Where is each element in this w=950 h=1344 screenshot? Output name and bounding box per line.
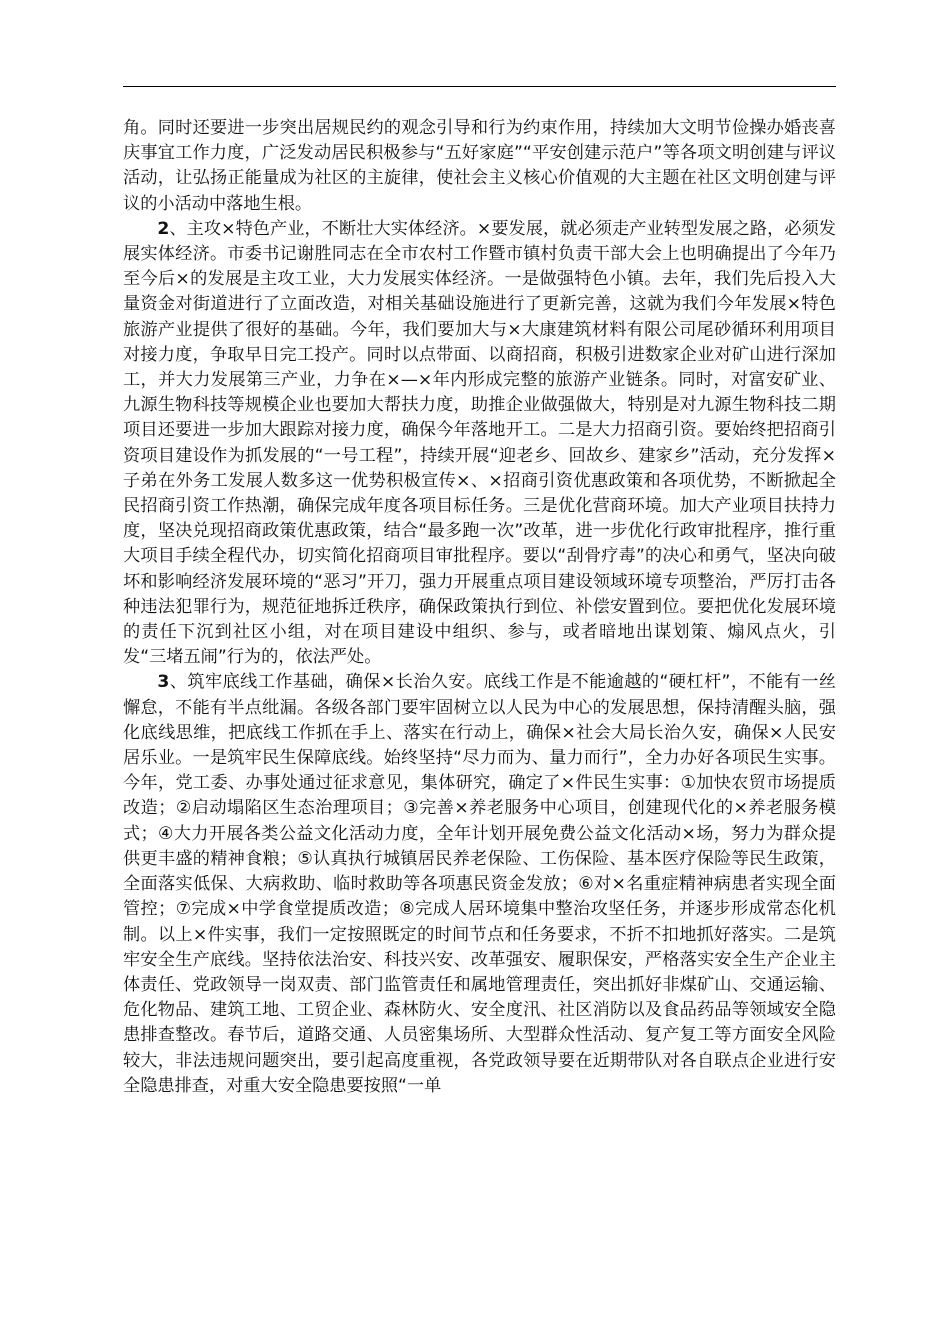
document-body	[123, 116, 836, 1099]
paragraph-text: 角。同时还要进一步突出居规民约的观念引导和行为约束作用，持续加大文明节俭操办婚丧喜庆事宜工作力度，广泛发动居民积极参与“五好家庭”“平安创建示范户”等各项文明创建与评议活动，让弘扬正能量成为社区的主旋律，使社会主义核心价值观的大主题在社区文明创建与评议的小活动中落地生根。	[123, 118, 836, 214]
section-number: 3	[157, 672, 170, 693]
paragraph-section-3	[123, 670, 836, 1098]
paragraph-continuation	[123, 116, 836, 217]
header-rule	[123, 86, 836, 87]
paragraph-text: 、筑牢底线工作基础，确保×长治久安。底线工作是不能逾越的“硬杠杆”，不能有一丝懈怠，不能有半点纰漏。各级各部门要牢固树立以人民为中心的发展思想，保持清醒头脑，强化底线思维，把底线工作抓在手上、落实在行动上，确保×社会大局长治久安，确保×人民安居乐业。一是筑牢民生保障底线。始终坚持“尽力而为、量力而行”，全力办好各项民生实事。今年，党工委、办事处通过征求意见，集体研究，确定了×件民生实事：①加快农贸市场提质改造；②启动塌陷区生态治理项目；③完善×养老服务中心项目，创建现代化的×养老服务模式；④大力开展各类公益文化活动力度，全年计划开展免费公益文化活动×场，努力为群众提供更丰盛的精神食粮；⑤认真执行城镇居民养老保险、工伤保险、基本医疗保险等民生政策，全面落实低保、大病救助、临时救助等各项惠民资金发放；⑥对×名重症精神病患者实现全面管控；⑦完成×中学食堂提质改造；⑧完成人居环境集中整治攻坚任务，并逐步形成常态化机制。以上×件实事，我们一定按照既定的时间节点和任务要求，不折不扣地抓好落实。二是筑牢安全生产底线。坚持依法治安、科技兴安、改革强安、履职保安，严格落实安全生产企业主体责任、党政领导一岗双责、部门监管责任和属地管理责任，突出抓好非煤矿山、交通运输、危化物品、建筑工地、工贸企业、森林防火、安全度汛、社区消防以及食品药品等领域安全隐患排查整改。春节后，道路交通、人员密集场所、大型群众性活动、复产复工等方面安全风险较大，非法违规问题突出，要引起高度重视，各党政领导要在近期带队对各自联点企业进行安全隐患排查，对重大安全隐患要按照“一单	[123, 672, 836, 1096]
section-number: 2	[157, 218, 170, 239]
paragraph-text: 、主攻×特色产业，不断壮大实体经济。×要发展，就必须走产业转型发展之路，必须发展实体经济。市委书记谢胜同志在全市农村工作暨市镇村负责干部大会上也明确提出了今年乃至今后×的发展是主攻工业，大力发展实体经济。一是做强特色小镇。去年，我们先后投入大量资金对街道进行了立面改造，对相关基础设施进行了更新完善，这就为我们今年发展×特色旅游产业提供了很好的基础。今年，我们要加大与×大康建筑材料有限公司尾砂循环利用项目对接力度，争取早日完工投产。同时以点带面、以商招商，积极引进数家企业对矿山进行深加工，并大力发展第三产业，力争在×—×年内形成完整的旅游产业链条。同时，对富安矿业、九源生物科技等规模企业也要加大帮扶力度，助推企业做强做大，特别是对九源生物科技二期项目还要进一步加大跟踪对接力度，确保今年落地开工。二是大力招商引资。要始终把招商引资项目建设作为抓发展的“一号工程”，持续开展“迎老乡、回故乡、建家乡”活动，充分发挥×子弟在外务工发展人数多这一优势积极宣传×、×招商引资优惠政策和各项优势，不断掀起全民招商引资工作热潮，确保完成年度各项目标任务。三是优化营商环境。加大产业项目扶持力度，坚决兑现招商政策优惠政策，结合“最多跑一次”改革，进一步优化行政审批程序，推行重大项目手续全程代办，切实简化招商项目审批程序。要以“刮骨疗毒”的决心和勇气，坚决向破坏和影响经济发展环境的“恶习”开刀，强力开展重点项目建设领域环境专项整治，严厉打击各种违法犯罪行为，规范征地拆迁秩序，确保政策执行到位、补偿安置到位。要把优化发展环境的责任下沉到社区小组，对在项目建设中组织、参与，或者暗地出谋划策、煽风点火，引发“三堵五闹”行为的，依法严处。	[123, 218, 836, 668]
paragraph-section-2	[123, 217, 836, 671]
